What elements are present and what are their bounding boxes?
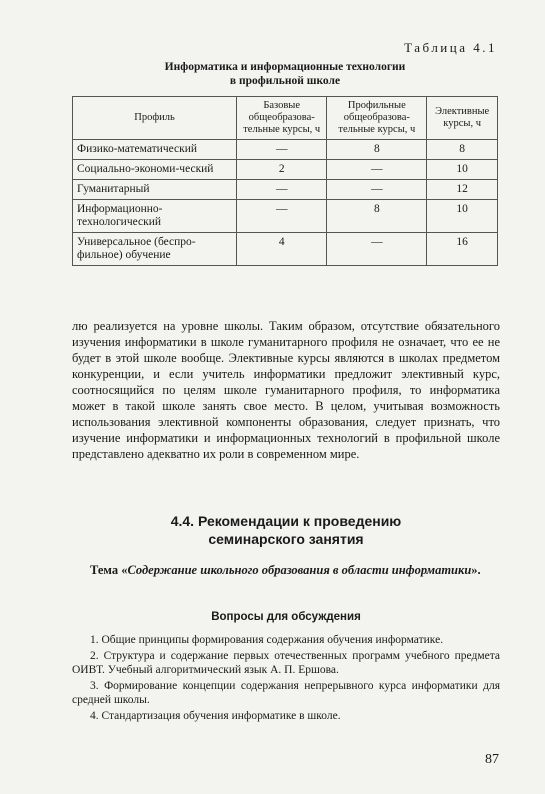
cell-profile-hours: — [327, 160, 427, 180]
cell-profile-hours: — [327, 233, 427, 266]
section-heading-line1: 4.4. Рекомендации к проведению [170, 513, 402, 529]
cell-profile: Физико-математический [73, 140, 237, 160]
list-item: 1. Общие принципы формирования содержания обучения информатике. [90, 634, 444, 646]
cell-profile-hours: — [327, 180, 427, 200]
table-number: Таблица 4.1 [404, 40, 497, 55]
cell-basic: — [237, 140, 327, 160]
table-title-line1: Информатика и информационные технологии [164, 61, 406, 73]
table-header-row [73, 97, 498, 140]
questions-list [72, 633, 500, 725]
cell-elective: 12 [427, 180, 498, 200]
cell-profile: Гуманитарный [73, 180, 237, 200]
table-title [75, 60, 495, 88]
page-number: 87 [485, 752, 499, 767]
list-item: 2. Структура и содержание первых отечественных программ учебного предмета ОИВТ. Учебный алгоритмический язык А. П. Ершова. [72, 650, 500, 676]
theme-label: Тема « [90, 563, 128, 577]
table-row [73, 233, 498, 266]
cell-profile-hours: 8 [327, 200, 427, 233]
header-profile-courses: Профильные общеобразова-тельные курсы, ч [327, 97, 427, 140]
section-heading-line2: семинарского занятия [208, 531, 364, 547]
cell-basic: 2 [237, 160, 327, 180]
cell-elective: 10 [427, 160, 498, 180]
header-elective-courses: Элективные курсы, ч [427, 97, 498, 140]
cell-basic: — [237, 180, 327, 200]
cell-profile-hours: 8 [327, 140, 427, 160]
profile-table [72, 96, 498, 266]
cell-profile: Социально-экономи-ческий [73, 160, 237, 180]
cell-basic: 4 [237, 233, 327, 266]
table-title-line2: в профильной школе [229, 75, 341, 87]
cell-profile: Универсальное (беспро-фильное) обучение [73, 233, 237, 266]
section-heading [72, 512, 500, 548]
cell-elective: 10 [427, 200, 498, 233]
questions-heading: Вопросы для обсуждения [211, 611, 361, 623]
seminar-theme [72, 562, 500, 578]
cell-elective: 8 [427, 140, 498, 160]
list-item: 4. Стандартизация обучения информатике в школе. [90, 710, 341, 722]
table-row [73, 140, 498, 160]
header-basic-courses: Базовые общеобразова-тельные курсы, ч [237, 97, 327, 140]
table-row [73, 160, 498, 180]
table-row [73, 200, 498, 233]
header-profile: Профиль [73, 97, 237, 140]
list-item: 3. Формирование концепции содержания непрерывного курса информатики для средней школы. [72, 680, 500, 706]
body-paragraph: лю реализуется на уровне школы. Таким образом, отсутствие обязательного изучения информатики в школе гуманитарного профиля не означает, что ее не будет в этой школе вообще. Элективные курсы являются в школах предметом конкуренции, и если учитель информатики предложит элективный курс, соотносящийся по целям школе гуманитарного профиля, то информатика может в такой школе занять свое место. В целом, учитывая возможность использования элективной компоненты образования, следует признать, что изучение информатики и информационных технологий в профильной школе представлено адекватно их роли в современном мире. [72, 319, 500, 461]
table-row [73, 180, 498, 200]
theme-title: Содержание школьного образования в области информатики [127, 563, 472, 577]
cell-profile: Информационно-технологический [73, 200, 237, 233]
theme-suffix: ». [471, 563, 481, 577]
body-text [72, 318, 500, 462]
cell-elective: 16 [427, 233, 498, 266]
cell-basic: — [237, 200, 327, 233]
